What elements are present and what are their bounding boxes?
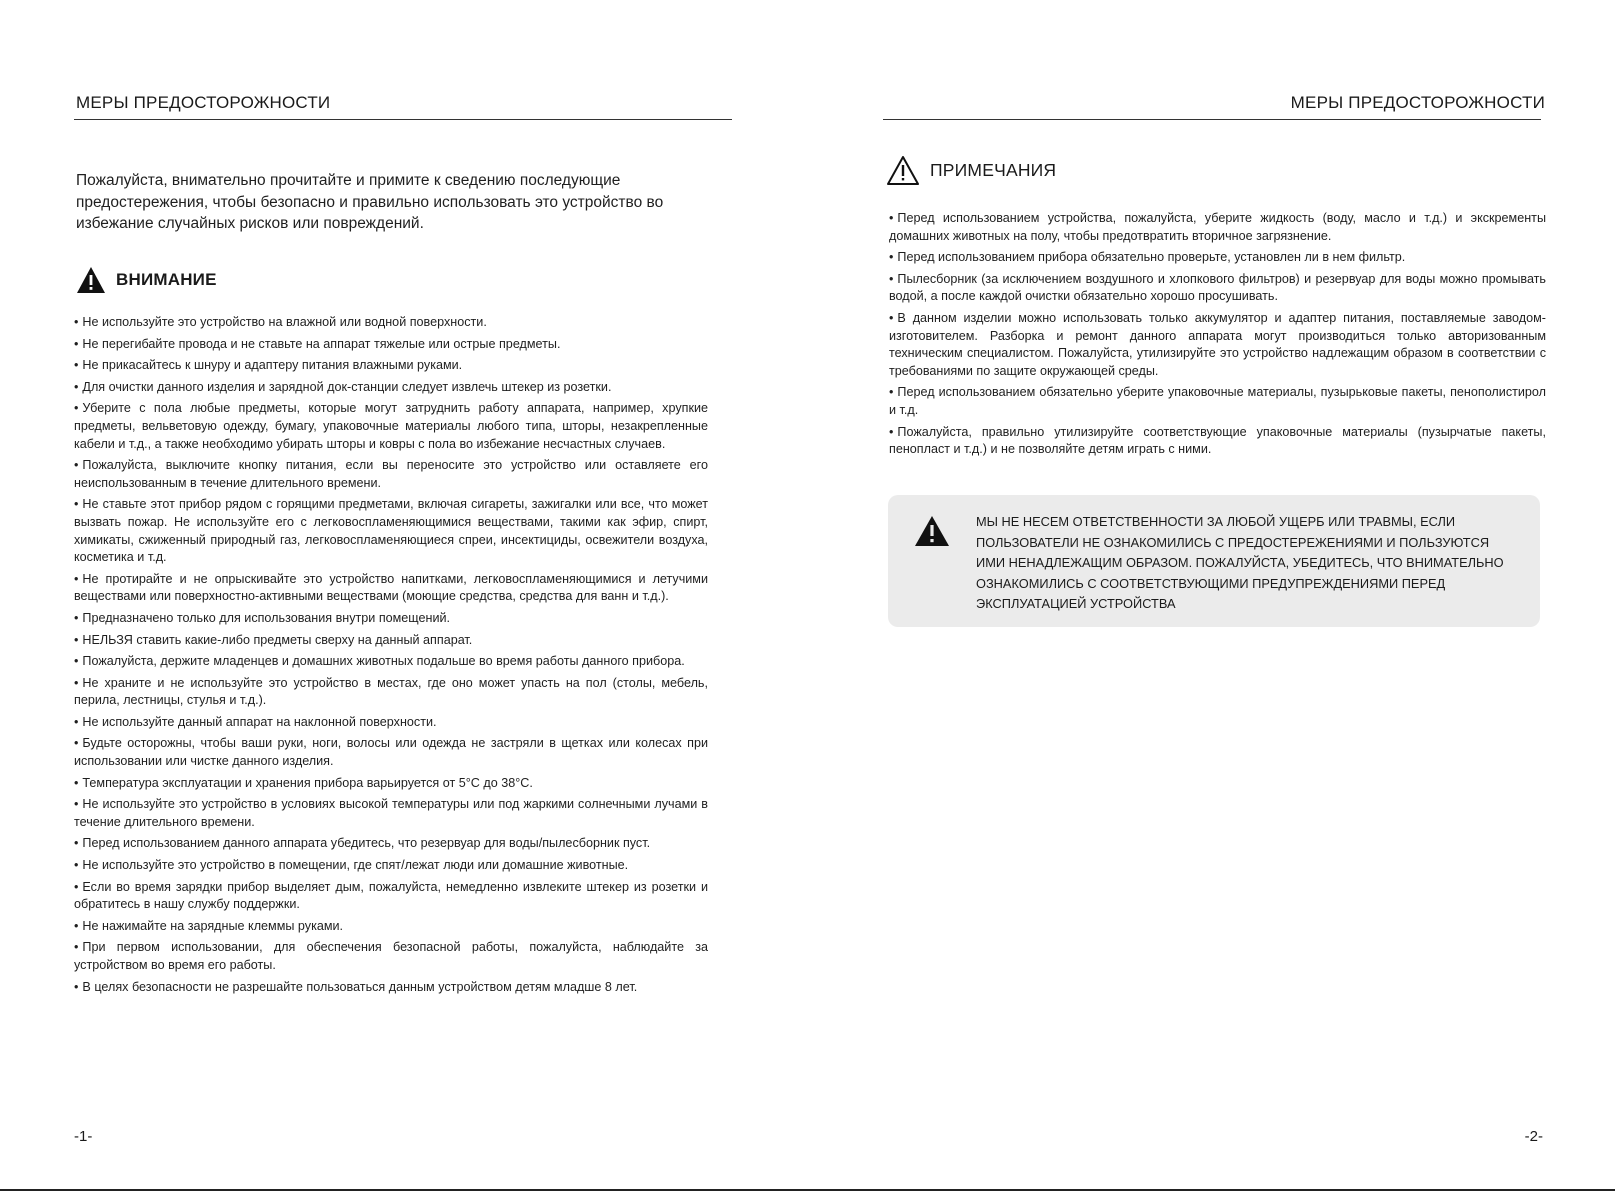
- list-item-text: Предназначено только для использования внутри помещений.: [82, 610, 451, 625]
- list-item-text: Температура эксплуатации и хранения прибора варьируется от 5°C до 38°C.: [82, 775, 533, 790]
- warning-section-heading: [76, 266, 217, 294]
- list-item-text: Пожалуйста, держите младенцев и домашних животных подальше во время работы данного прибора.: [82, 654, 685, 669]
- bullet-dot: •: [74, 940, 79, 955]
- list-item: [74, 496, 708, 566]
- list-item: [74, 610, 708, 628]
- list-item: [889, 424, 1546, 459]
- list-item: [74, 735, 708, 770]
- bullet-dot: •: [74, 836, 79, 851]
- list-item-text: Не ставьте этот прибор рядом с горящими предметами, включая сигареты, зажигалки или все, что может вызвать пожар. Не используйте его с легковоспламеняющимися веществами, такими как эфир, спирт, химикаты, сжиженный природный газ, легковоспламеняющиеся спреи, инсектициды, освежители воздуха, косметика и т.д.: [74, 497, 708, 565]
- list-item: [74, 457, 708, 492]
- list-item: [889, 384, 1546, 419]
- list-item: [889, 210, 1546, 245]
- list-item: [74, 835, 708, 853]
- list-item-text: Не используйте это устройство в помещении, где спят/лежат люди или домашние животные.: [82, 858, 629, 873]
- bullet-dot: •: [74, 610, 79, 625]
- list-item: [74, 879, 708, 914]
- list-item: [74, 400, 708, 453]
- page-number: -1-: [74, 1128, 93, 1145]
- list-item-text: Пылесборник (за исключением воздушного и хлопкового фильтров) и резервуар для воды можно промывать водой, а после каждой очистки обязательно хорошо просушивать.: [889, 271, 1546, 304]
- list-item-text: При первом использовании, для обеспечения безопасной работы, пожалуйста, наблюдайте за устройством во время его работы.: [74, 940, 708, 972]
- section-title: ВНИМАНИЕ: [116, 270, 217, 289]
- list-item-text: В данном изделии можно использовать только аккумулятор и адаптер питания, поставляемые заводом-изготовителем. Разборка и ремонт данного аппарата могут производиться только авторизованным техническим специалистом. Пожалуйста, утилизируйте это устройство надлежащим образом в соответствии с требованиями по защите окружающей среды.: [889, 310, 1546, 378]
- list-item: [889, 271, 1546, 306]
- list-item-text: Перед использованием данного аппарата убедитесь, что резервуар для воды/пылесборник пуст.: [82, 836, 651, 851]
- bullet-dot: •: [74, 736, 79, 751]
- section-title: ПРИМЕЧАНИЯ: [930, 160, 1057, 180]
- warning-filled-icon: [76, 266, 106, 294]
- list-item-text: Не используйте данный аппарат на наклонной поверхности.: [82, 714, 437, 729]
- bullet-dot: •: [74, 315, 79, 329]
- list-item-text: Не нажимайте на зарядные клеммы руками.: [82, 918, 344, 933]
- list-item: [74, 336, 708, 354]
- bullet-dot: •: [74, 675, 79, 690]
- notes-list: [889, 210, 1546, 463]
- list-item-text: Перед использованием устройства, пожалуйста, уберите жидкость (воду, масло и т.д.) и экскременты домашних животных на полу, чтобы предотвратить вторичное загрязнение.: [889, 211, 1546, 243]
- list-item-text: Не перегибайте провода и не ставьте на аппарат тяжелые или острые предметы.: [82, 336, 561, 351]
- list-item-text: В целях безопасности не разрешайте пользоваться данным устройством детям младше 8 лет.: [82, 979, 638, 994]
- warning-outline-icon: [886, 155, 920, 186]
- bullet-dot: •: [74, 571, 79, 586]
- warning-filled-icon: [914, 515, 950, 547]
- page-number: -2-: [1524, 1128, 1543, 1145]
- header-divider: [883, 119, 1541, 120]
- page-header-title: МЕРЫ ПРЕДОСТОРОЖНОСТИ: [76, 93, 331, 112]
- list-item: [74, 796, 708, 831]
- list-item: [74, 632, 708, 650]
- list-item: [74, 918, 708, 936]
- right-page: [808, 0, 1615, 1191]
- bullet-dot: •: [889, 424, 894, 439]
- bullet-dot: •: [74, 358, 79, 373]
- page-header-title: МЕРЫ ПРЕДОСТОРОЖНОСТИ: [1290, 93, 1545, 112]
- warning-list: [74, 314, 708, 1000]
- list-item: [74, 357, 708, 375]
- bullet-dot: •: [74, 497, 79, 512]
- bullet-dot: •: [74, 379, 79, 394]
- list-item-text: Если во время зарядки прибор выделяет дым, пожалуйста, немедленно извлеките штекер из розетки и обратитесь в нашу службу поддержки.: [74, 879, 708, 912]
- bullet-dot: •: [74, 654, 79, 669]
- bullet-dot: •: [74, 879, 79, 894]
- bullet-dot: •: [889, 211, 894, 225]
- bullet-dot: •: [74, 714, 79, 729]
- list-item: [74, 714, 708, 732]
- bullet-dot: •: [74, 458, 79, 473]
- list-item-text: Не используйте это устройство на влажной или водной поверхности.: [82, 315, 487, 329]
- bullet-dot: •: [889, 385, 894, 400]
- list-item-text: Пожалуйста, выключите кнопку питания, если вы переносите это устройство или оставляете его неиспользованным в течение длительного времени.: [74, 458, 708, 490]
- list-item: [74, 314, 708, 332]
- bullet-dot: •: [74, 918, 79, 933]
- list-item-text: Перед использованием прибора обязательно проверьте, установлен ли в нем фильтр.: [897, 250, 1406, 265]
- list-item: [74, 571, 708, 606]
- header-divider: [74, 119, 732, 120]
- list-item: [74, 979, 708, 997]
- bullet-dot: •: [889, 310, 894, 325]
- list-item: [74, 939, 708, 974]
- list-item-text: Не протирайте и не опрыскивайте это устройство напитками, легковоспламеняющимися и летучими веществами или поверхностно-активными веществами (моющие средства, средства для ванн и т.д.).: [74, 571, 708, 604]
- list-item: [889, 310, 1546, 380]
- bullet-dot: •: [74, 775, 79, 790]
- bullet-dot: •: [74, 979, 79, 994]
- bullet-dot: •: [889, 271, 894, 286]
- list-item-text: Будьте осторожны, чтобы ваши руки, ноги, волосы или одежда не застряли в щетках или колесах при использовании или чистке данного изделия.: [74, 736, 708, 769]
- disclaimer-text: МЫ НЕ НЕСЕМ ОТВЕТСТВЕННОСТИ ЗА ЛЮБОЙ УЩЕРБ ИЛИ ТРАВМЫ, ЕСЛИ ПОЛЬЗОВАТЕЛИ НЕ ОЗНАКОМИЛИСЬ С ПРЕДОСТЕРЕЖЕНИЯМИ И ПОЛЬЗУЮТСЯ ИМИ НЕНАДЛЕЖАЩИМ ОБРАЗОМ. ПОЖАЛУЙСТА, УБЕДИТЕСЬ, ЧТО ВНИМАТЕЛЬНО ОЗНАКОМИЛИСЬ С СООТВЕТСТВУЮЩИМИ ПРЕДУПРЕЖДЕНИЯМИ ПЕРЕД ЭКСПЛУАТАЦИЕЙ УСТРОЙСТВА: [976, 514, 1504, 611]
- list-item-text: Не используйте это устройство в условиях высокой температуры или под жаркими солнечными лучами в течение длительного времени.: [74, 797, 708, 829]
- list-item-text: Не храните и не используйте это устройство в местах, где оно может упасть на пол (столы, мебель, перила, лестницы, стулья и т.д.).: [74, 675, 708, 708]
- bullet-dot: •: [889, 250, 894, 265]
- list-item: [74, 653, 708, 671]
- list-item-text: НЕЛЬЗЯ ставить какие-либо предметы сверху на данный аппарат.: [82, 632, 473, 647]
- bullet-dot: •: [74, 336, 79, 351]
- bullet-dot: •: [74, 632, 79, 647]
- list-item: [889, 249, 1546, 267]
- disclaimer-box: [888, 495, 1540, 627]
- bullet-dot: •: [74, 401, 79, 416]
- list-item: [74, 775, 708, 793]
- bullet-dot: •: [74, 797, 79, 812]
- list-item: [74, 857, 708, 875]
- list-item-text: Перед использованием обязательно уберите упаковочные материалы, пузырьковые пакеты, пенополистирол и т.д.: [889, 385, 1546, 417]
- notes-section-heading: [886, 155, 1056, 186]
- list-item-text: Уберите с пола любые предметы, которые могут затруднить работу аппарата, например, хрупкие предметы, вельветовую одежду, бумагу, упаковочные материалы любого типа, шторы, незакрепленные кабели и т.д., а также необходимо убирать шторы и ковры с пола во избежание несчастных случаев.: [74, 401, 708, 451]
- list-item: [74, 675, 708, 710]
- bullet-dot: •: [74, 858, 79, 873]
- list-item: [74, 379, 708, 397]
- intro-paragraph: Пожалуйста, внимательно прочитайте и примите к сведению последующие предостережения, чтобы безопасно и правильно использовать это устройство во избежание случайных рисков или повреждений.: [76, 172, 664, 232]
- list-item-text: Пожалуйста, правильно утилизируйте соответствующие упаковочные материалы (пузырчатые пакеты, пенопласт и т.д.) и не позволяйте детям играть с ними.: [889, 424, 1546, 457]
- list-item-text: Для очистки данного изделия и зарядной док-станции следует извлечь штекер из розетки.: [82, 379, 612, 394]
- list-item-text: Не прикасайтесь к шнуру и адаптеру питания влажными руками.: [82, 358, 463, 373]
